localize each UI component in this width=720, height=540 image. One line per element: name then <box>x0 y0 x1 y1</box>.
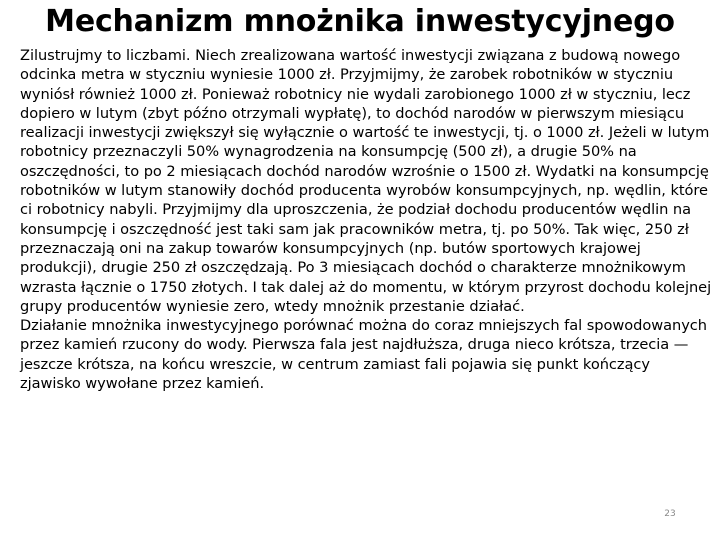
body-paragraph-1: Zilustrujmy to liczbami. Niech zrealizowana wartość inwestycji związana z budową nowego odcinka metra w styczniu wyniesie 1000 zł. Przyjmijmy, że zarobek robotników w styczniu wyniósł również 1000 zł. Ponieważ robotnicy nie wydali zarobionego 1000 zł w styczniu, lecz dopiero w lutym (zbyt późno otrzymali wypłatę), to dochód narodów w pierwszym miesiącu realizacji inwestycji zwiększył się wyłącznie o wartość te inwestycji, tj. o 1000 zł. Jeżeli w lutym robotnicy przeznaczyli 50% wynagrodzenia na konsumpcję (500 zł), a drugie 50% na oszczędności, to po 2 miesiącach dochód narodów wzrośnie o 1500 zł. Wydatki na konsumpcję robotników w lutym stanowiły dochód producenta wyrobów konsumpcyjnych, np. wędlin, które ci robotnicy nabyli. Przyjmijmy dla uproszczenia, że podział dochodu producentów wędlin na konsumpcję i oszczędność jest taki sam jak pracowników metra, tj. po 50%. Tak więc, 250 zł przeznaczają oni na zakup towarów konsumpcyjnych (np. butów sportowych krajowej produkcji), drugie 250 zł oszczędzają. Po 3 miesiącach dochód o charakterze mnożnikowym wzrasta łącznie o 1750 złotych. I tak dalej aż do momentu, w którym przyrost dochodu kolejnej grupy producentów wyniesie zero, wtedy mnożnik przestanie działać. <box>20 47 712 315</box>
body-paragraph-2: Działanie mnożnika inwestycyjnego porównać można do coraz mniejszych fal spowodowanych przez kamień rzucony do wody. Pierwsza fala jest najdłuższa, druga nieco krótsza, trzecia —jeszcze krótsza, na końcu wreszcie, w centrum zamiast fali pojawia się punkt kończący zjawisko wywołane przez kamień. <box>20 317 707 393</box>
page-number: 23 <box>664 509 676 519</box>
slide-body <box>20 46 714 393</box>
slide-title: Mechanizm mnożnika inwestycyjnego <box>45 4 675 39</box>
